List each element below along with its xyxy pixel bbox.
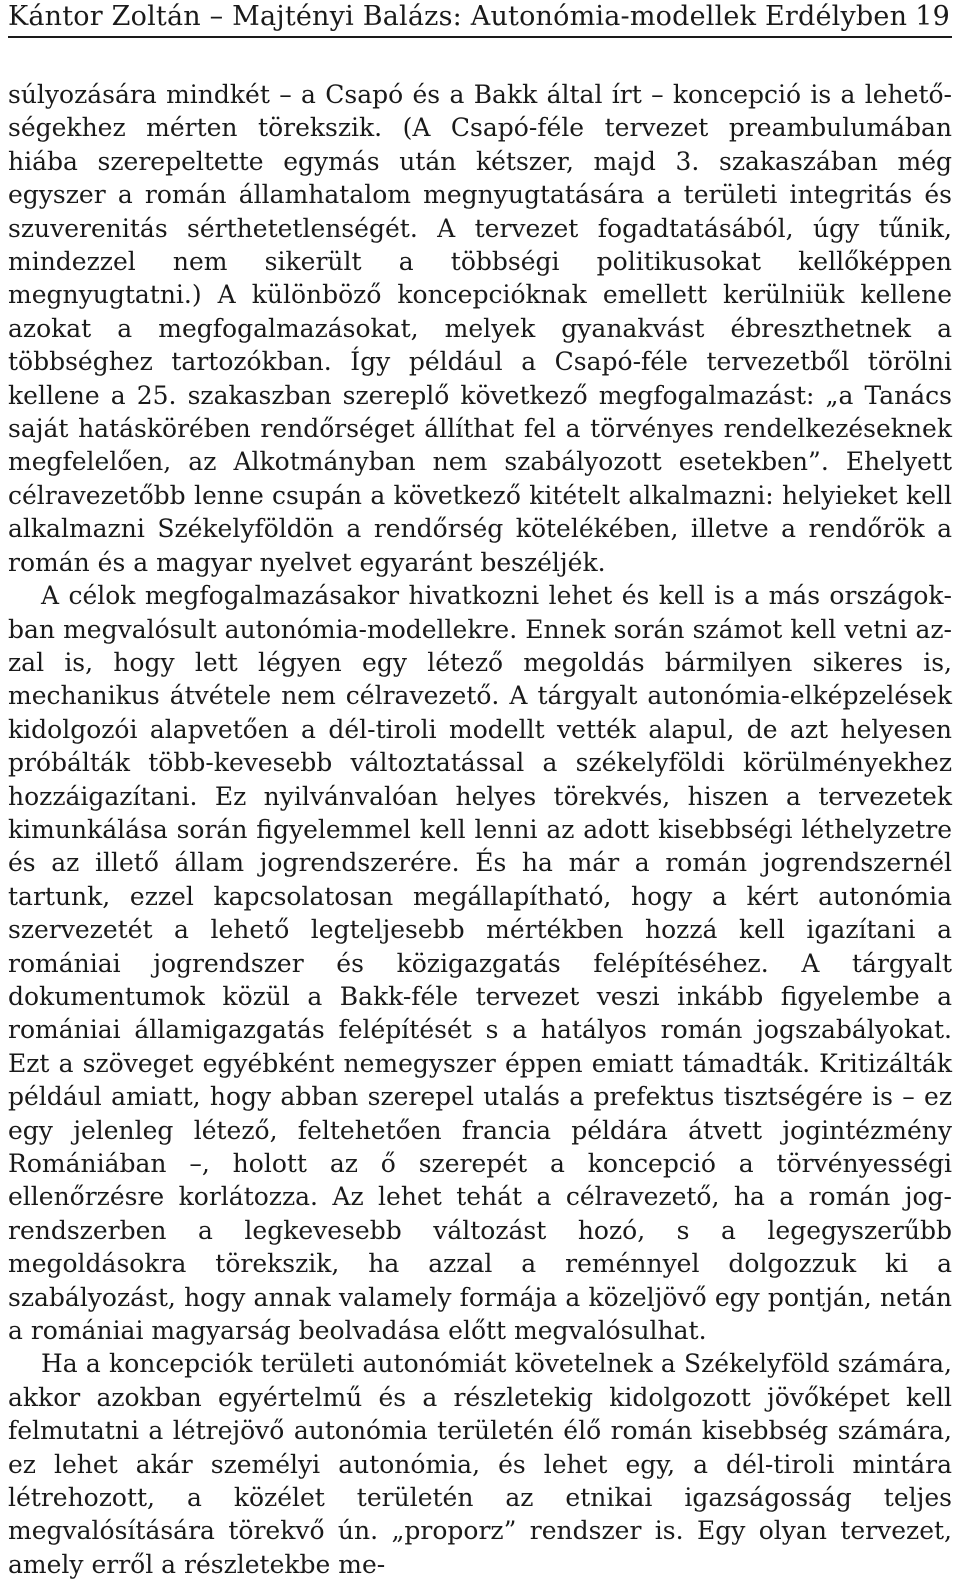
document-page bbox=[8, 0, 952, 1581]
paragraph-1: súlyozására mindkét – a Csapó és a Bakk által írt – koncepció is a lehetőségekhez mérten törekszik. (A Csapó-féle tervezet preambulumában hiába szerepeltette egymás után kétszer, majd 3. szakaszában még egyszer a román államhatalom megnyugtatására a területi integritás és szuverenitás sérthetetlenségét. A tervezet fogadtatásából, úgy tűnik, mindezzel nem sikerült a többségi politikusokat kellőképpen megnyugtatni.) A különböző koncepcióknak emellett kerülniük kellene azokat a megfogalmazásokat, melyek gyanakvást ébreszthetnek a többséghez tartozókban. Így például a Csapó-féle tervezetből törölni kellene a 25. szakaszban szereplő következő megfogalmazást: „a Tanács saját hatáskörében rendőrséget állíthat fel a törvényes rendelkezéseknek megfelelően, az Alkotmányban nem szabályozott esetekben”. Ehelyett célravezetőbb lenne csupán a következő kitételt alkalmazni: helyieket kell alkalmazni Székelyföldön a rendőrség kötelékében, illetve a rendőrök a román és a magyar nyelvet egyaránt beszéljék. bbox=[8, 80, 952, 577]
running-title: Kántor Zoltán – Majtényi Balázs: Autonómia-modellek Erdélyben bbox=[8, 1, 908, 32]
running-header bbox=[8, 0, 952, 38]
paragraph-2: A célok megfogalmazásakor hivatkozni lehet és kell is a más országokban megvalósult autonómia-modellekre. Ennek során számot kell vetni azzal is, hogy lett légyen egy létező megoldás bármilyen sikeres is, mechanikus átvétele nem célravezető. A tárgyalt autonómia-elképzelések kidolgozói alapvetően a dél-tiroli modellt vették alapul, de azt helyesen próbálták több-kevesebb változtatással a székelyföldi körülményekhez hozzáigazítani. Ez nyilvánvalóan helyes törekvés, hiszen a tervezetek kimunkálása során figyelemmel kell lenni az adott kisebbségi léthelyzetre és az illető állam jogrendszerére. És ha már a román jogrendszernél tartunk, ezzel kapcsolatosan megállapítható, hogy a kért autonómia szervezetét a lehető legteljesebb mértékben hozzá kell igazítani a romániai jogrendszer és közigazgatás felépítéséhez. A tárgyalt dokumentumok közül a Bakk-féle tervezet veszi inkább figyelembe a romániai államigazgatás felépítését s a hatályos román jogszabályokat. Ezt a szöveget egyébként nemegyszer éppen emiatt támadták. Kritizálták például amiatt, hogy abban szerepel utalás a prefektus tisztségére is – ez egy jelenleg létező, feltehetően francia példára átvett jogintézmény Romániában –, holott az ő szerepét a koncepció a törvényességi ellenőrzésre korlátozza. Az lehet tehát a célravezető, ha a román jogrendszerben a legkevesebb változást hozó, s a legegyszerűbb megoldásokra törekszik, ha azzal a reménnyel dolgozzuk ki a szabályozást, hogy annak valamely formája a közeljövő egy pontján, netán a romániai magyarság beolvadása előtt megvalósulhat. bbox=[8, 581, 952, 1346]
page-number: 19 bbox=[915, 1, 950, 32]
paragraph-3: Ha a koncepciók területi autonómiát követelnek a Székelyföld számára, akkor azokban egyértelmű és a részletekig kidolgozott jövőképet kell felmutatni a létrejövő autonómia területén élő román kisebbség számára, ez lehet akár személyi autonómia, és lehet egy, a dél-tiroli mintára létrehozott, a közélet területén az etnikai igazságosság teljes megvalósítására törekvő ún. „proporz” rendszer is. Egy olyan tervezet, amely erről a részletekbe me- bbox=[8, 1349, 952, 1579]
body-text bbox=[8, 78, 952, 1581]
